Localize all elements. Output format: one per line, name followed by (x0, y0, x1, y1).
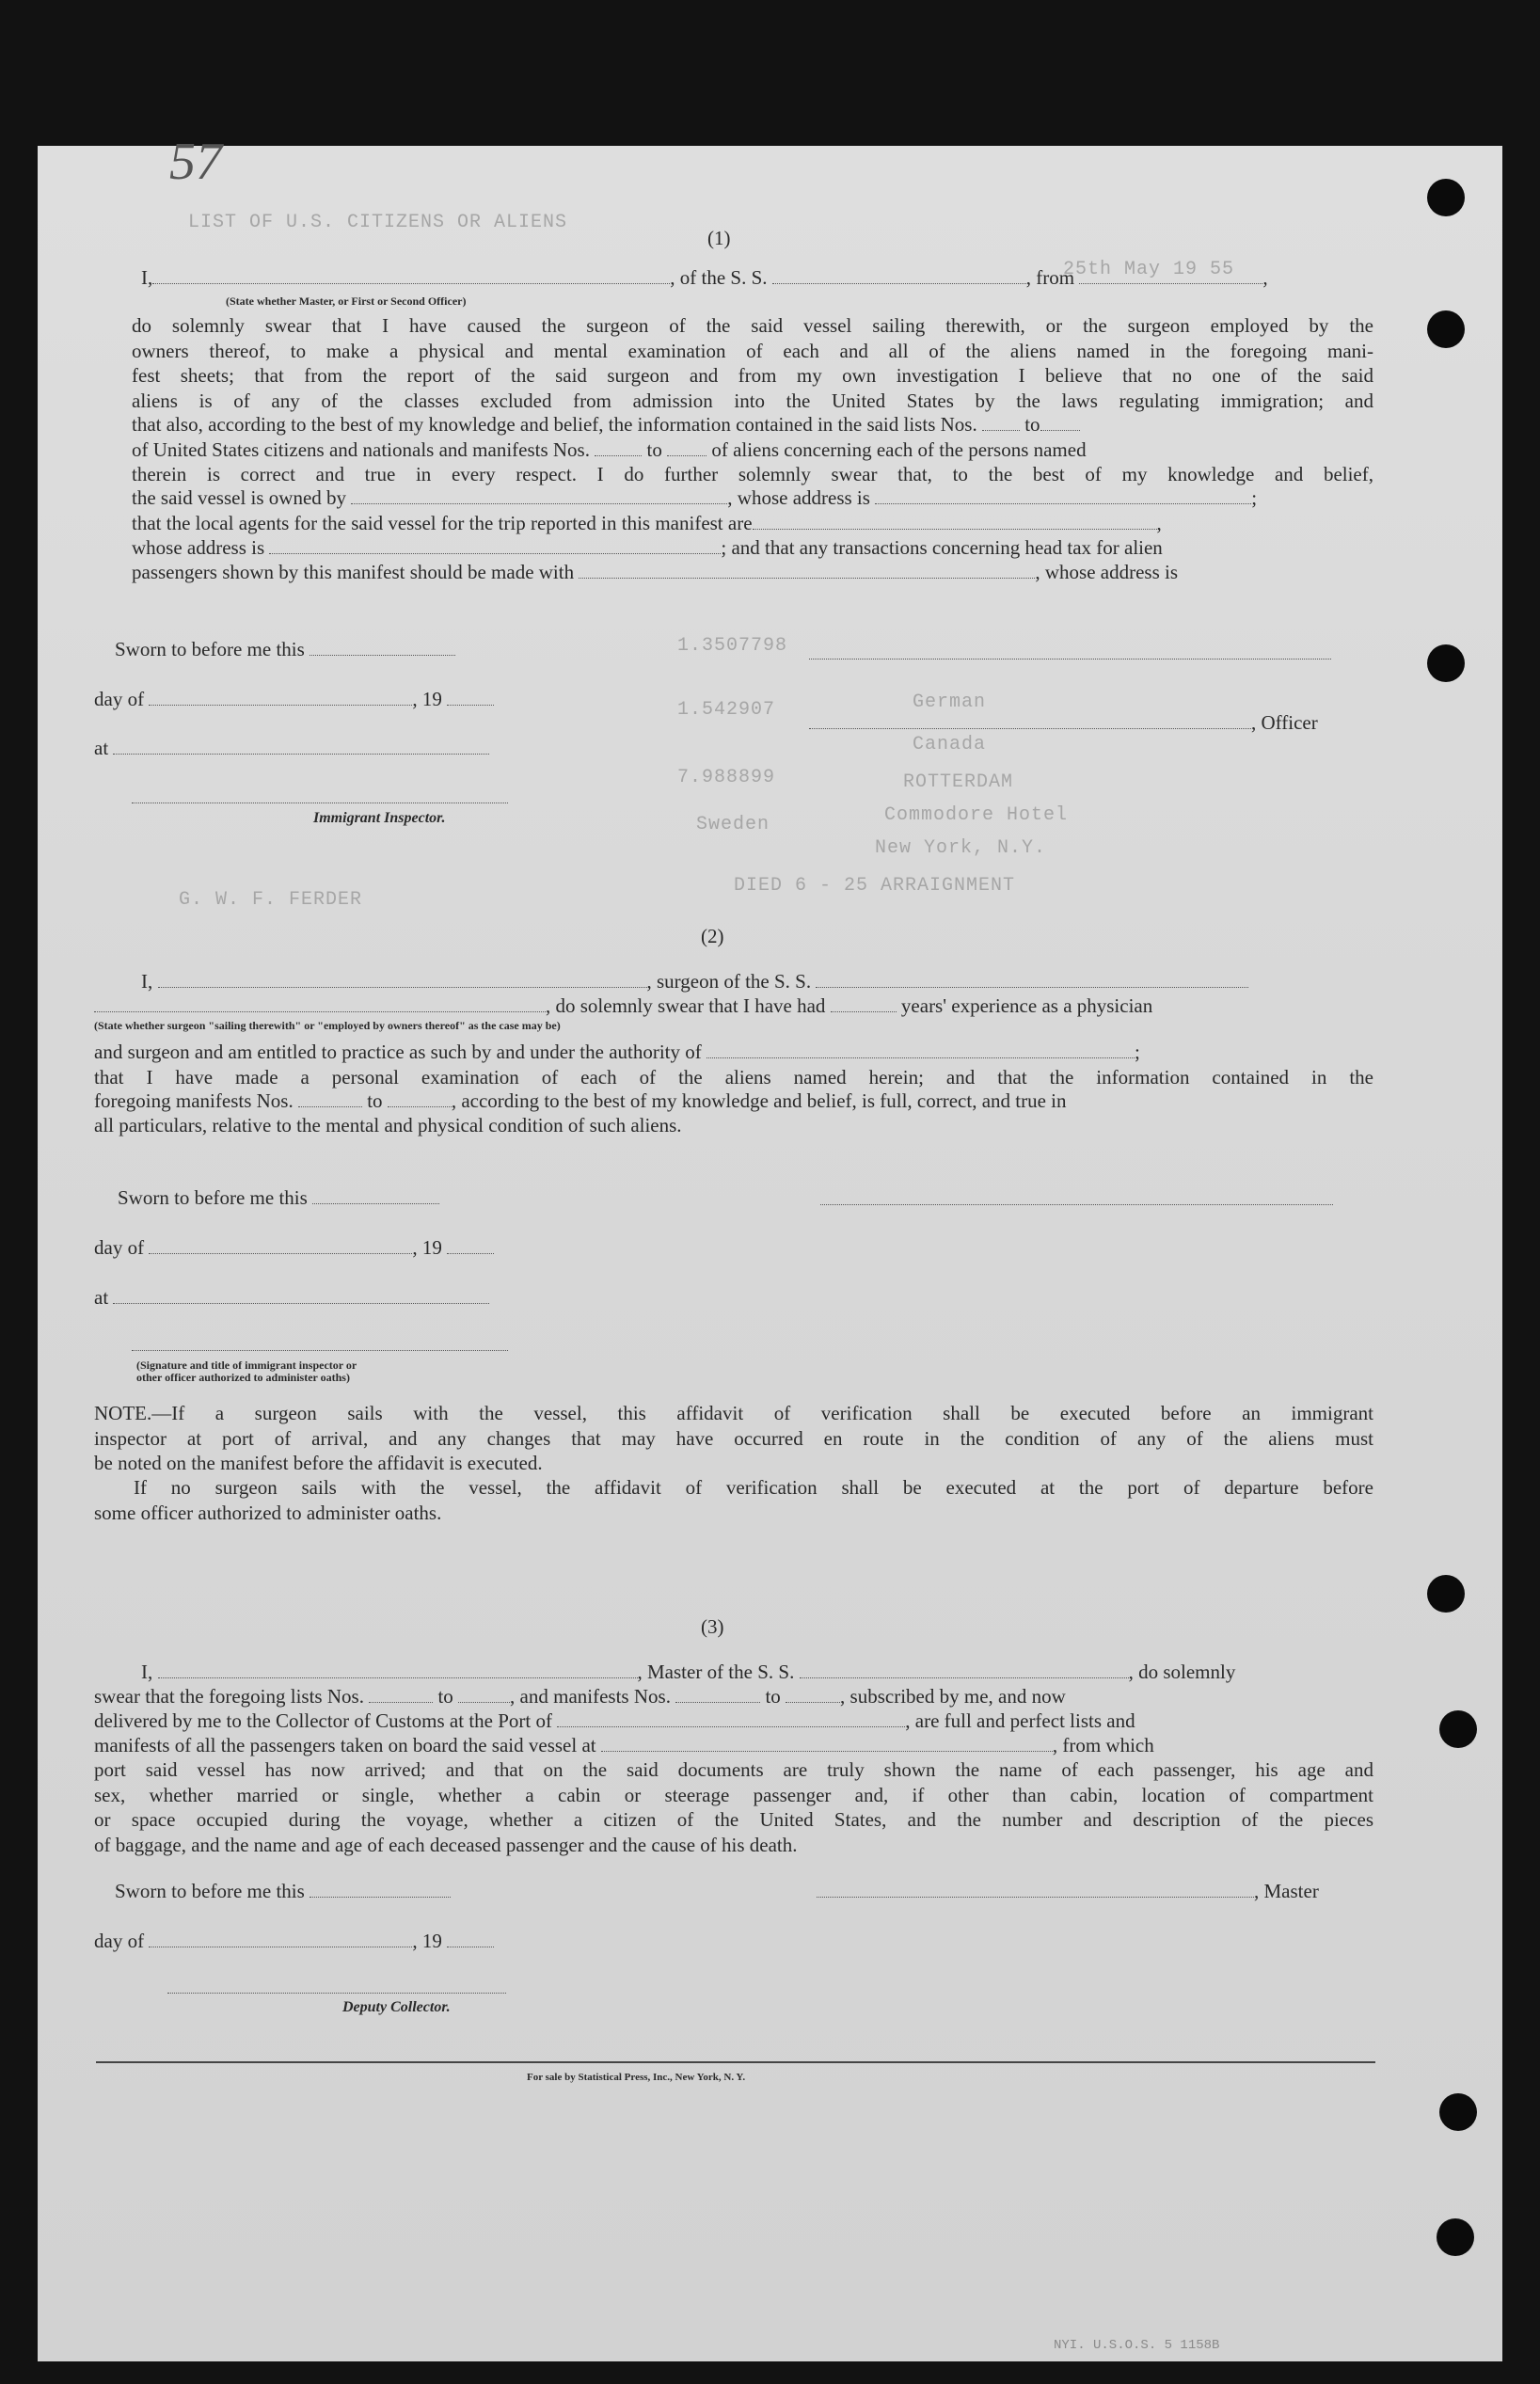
head-tax-line: passengers shown by this manifest should be made with , whose address is (132, 561, 1179, 583)
bleed-through-text: ROTTERDAM (903, 771, 1014, 793)
bleed-through-text: Sweden (696, 814, 770, 835)
day-of-3: day of , 19 (94, 1930, 494, 1953)
manifest-page (38, 133, 1502, 2361)
bleed-through-text: New York, N.Y. (875, 837, 1047, 859)
day-of-1: day of , 19 (94, 688, 494, 711)
master-line-4: manifests of all the passengers taken on board the said vessel at , from which (94, 1734, 1154, 1756)
oath-text-2: therein is correct and true in every respect. I do further solemnly swear that, to the best of my knowledge and belief, (132, 463, 1373, 485)
printer-footer: For sale by Statistical Press, Inc., New York, N. Y. (527, 2072, 746, 2083)
surgeon-line-1: I, , surgeon of the S. S. (141, 970, 1248, 993)
bleed-through-text: Canada (913, 734, 987, 755)
oath-manifests-line: of United States citizens and nationals and manifests Nos. to of aliens concerning each of the persons named (132, 438, 1087, 461)
oath-lists-line: that also, according to the best of my knowledge and belief, the information contained in the said lists Nos. to (132, 413, 1080, 437)
master-text: port said vessel has now arrived; and that on the said documents are truly shown the name of each passenger, his age and sex, whether married or single, whether a cabin or steerage passenger and, if other than cabin, location of compartment or space occupied during the voyage, whether a citizen of the United States, and the number and description of the pieces of baggage, and the name and age of each deceased passenger and the cause of his death. (94, 1758, 1373, 1856)
master-line-1: I, , Master of the S. S. , do solemnly (141, 1661, 1236, 1683)
surgeon-line-2: , do solemnly swear that I have had years' experience as a physician (94, 994, 1152, 1018)
officer-line: , Officer (809, 711, 1318, 735)
master-signature-line: , Master (817, 1880, 1319, 1903)
section-2-number: (2) (701, 925, 724, 947)
bleed-through-text: 1.3507798 (677, 635, 788, 657)
bleed-through-text: Commodore Hotel (884, 804, 1069, 826)
handwritten-number: 57 (169, 133, 222, 191)
surgeon-text: that I have made a personal examination of each of the aliens named herein; and that the information contained in the (94, 1066, 1373, 1089)
binder-hole (1439, 2093, 1477, 2131)
bleed-through-text: LIST OF U.S. CITIZENS OR ALIENS (188, 212, 568, 233)
note-text-2: If no surgeon sails with the vessel, the affidavit of verification shall be executed at the port of departure before some officer authorized to administer oaths. (94, 1476, 1373, 1524)
surgeon-signature-line (820, 1204, 1333, 1205)
sworn-label-2: Sworn to before me this (118, 1186, 439, 1210)
inspector-signature-line-2 (132, 1350, 508, 1351)
oath-text-1: do solemnly swear that I have caused the surgeon of the said vessel sailing therewith, or the surgeon employed by the owners thereof, to make a physical and mental examination of each and all of the aliens named in the foregoing mani- fest sheets; that from the report of the said surgeon and from my own investigation I believe that no one of the said aliens is of any of the classes excluded from admission into the United States by the laws regulating immigration; and (132, 314, 1373, 412)
signature-note-2: other officer authorized to administer oaths) (136, 1371, 350, 1384)
collector-signature-line (167, 1993, 506, 1994)
inspector-label: Immigrant Inspector. (313, 810, 446, 826)
binder-hole (1437, 2218, 1474, 2256)
bleed-through-text: DIED 6 - 25 ARRAIGNMENT (734, 875, 1016, 897)
sworn-label-3: Sworn to before me this (115, 1880, 451, 1903)
surgeon-manifests-line: foregoing manifests Nos. to , according to the best of my knowledge and belief, is full, correct, and true in (94, 1089, 1067, 1112)
agent-address-line: whose address is ; and that any transactions concerning head tax for alien (132, 536, 1163, 559)
signature-note-1: (Signature and title of immigrant inspector or (136, 1359, 357, 1372)
bleed-through-text: German (913, 691, 987, 713)
binder-hole (1439, 1710, 1477, 1748)
collector-label: Deputy Collector. (342, 1999, 451, 2015)
officer-note: (State whether Master, or First or Second Officer) (226, 294, 467, 308)
day-of-2: day of , 19 (94, 1236, 494, 1260)
officer-signature-top (809, 659, 1331, 660)
agents-line: that the local agents for the said vessel for the trip reported in this manifest are , (132, 512, 1162, 534)
binder-hole (1427, 644, 1465, 682)
authority-line: and surgeon and am entitled to practice as such by and under the authority of ; (94, 1041, 1140, 1063)
bleed-through-text: 7.988899 (677, 767, 776, 788)
sworn-label-1: Sworn to before me this (115, 638, 455, 661)
at-2: at (94, 1286, 489, 1310)
bleed-through-text: 1.542907 (677, 699, 776, 721)
surgeon-note: (State whether surgeon "sailing therewith" or "employed by owners thereof" as the case may be) (94, 1019, 561, 1032)
note-text: NOTE.—If a surgeon sails with the vessel, this affidavit of verification shall be executed before an immigrant inspector at port of arrival, and any changes that may have occurred en route in the condition of any of the aliens must be noted on the manifest before the affidavit is executed. (94, 1402, 1373, 1474)
footer-rule (96, 2061, 1375, 2063)
section-3-number: (3) (701, 1615, 724, 1638)
bottom-stamp: NYI. U.S.O.S. 5 1158B (1054, 2338, 1220, 2353)
surgeon-text-end: all particulars, relative to the mental and physical condition of such aliens. (94, 1114, 682, 1136)
master-line-3: delivered by me to the Collector of Customs at the Port of , are full and perfect lists and (94, 1709, 1135, 1732)
binder-hole (1427, 1575, 1465, 1613)
master-line-2: swear that the foregoing lists Nos. to , and manifests Nos. to , subscribed by me, and now (94, 1685, 1066, 1708)
binder-hole (1427, 310, 1465, 348)
section-1-number: (1) (707, 227, 731, 249)
owner-line: the said vessel is owned by , whose address is ; (132, 486, 1258, 509)
binder-hole (1427, 179, 1465, 216)
at-1: at (94, 737, 489, 760)
bleed-through-text: 25th May 19 55 (1063, 259, 1235, 280)
bleed-through-text: G. W. F. FERDER (179, 889, 363, 911)
oath-line-1: I, , of the S. S. , from , (141, 266, 1268, 289)
